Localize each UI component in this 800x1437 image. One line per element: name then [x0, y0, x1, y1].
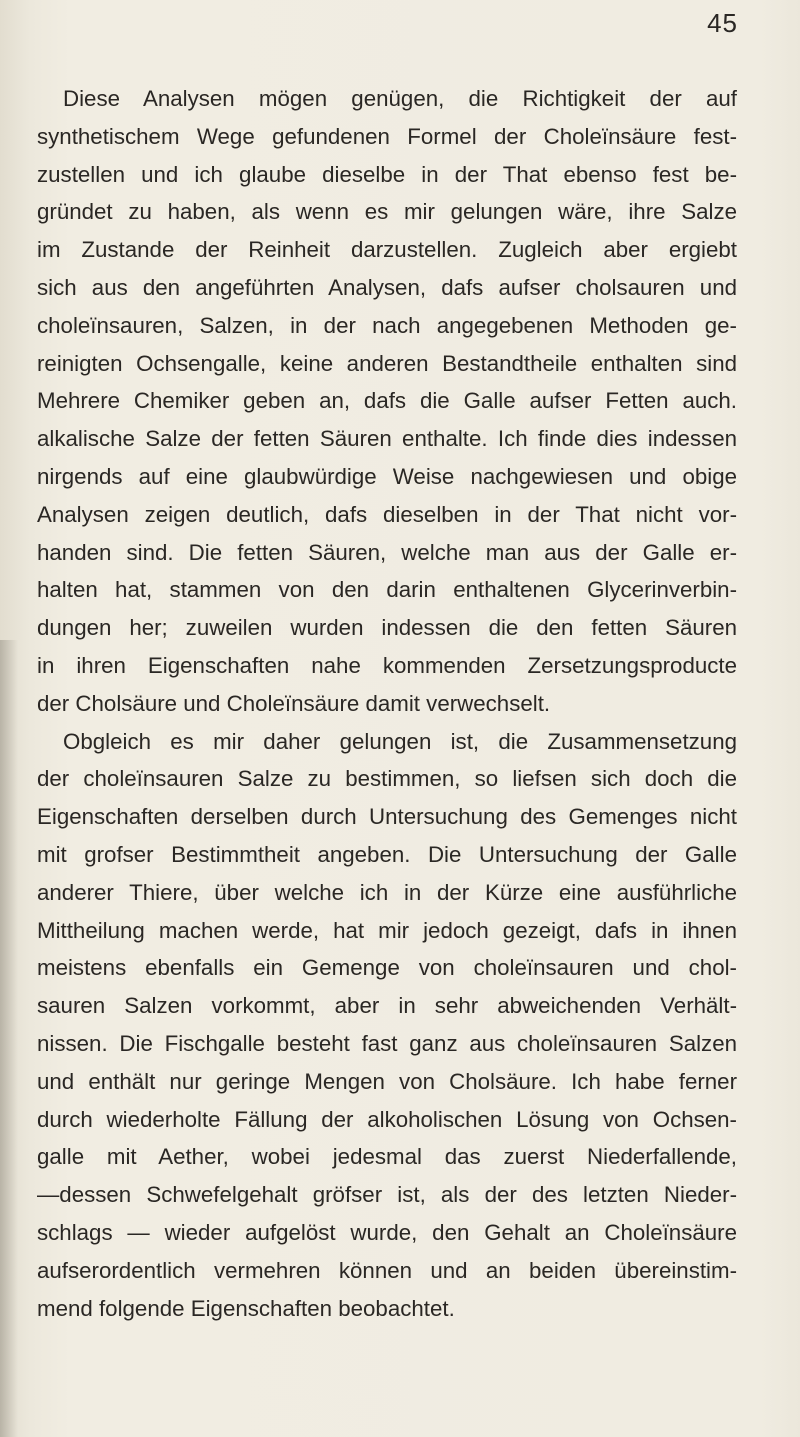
text-line: sich aus den angeführten Analysen, dafs aufser cholsauren und	[37, 274, 737, 300]
text-line: Diese Analysen mögen genügen, die Richtigkeit der auf	[63, 86, 737, 111]
text-line: nissen. Die Fischgalle besteht fast ganz aus choleïnsauren Salzen	[37, 1030, 737, 1056]
page-number: 45	[707, 8, 738, 38]
text-line: gründet zu haben, als wenn es mir gelungen wäre, ihre Salze	[37, 199, 737, 225]
text-line: Mehrere Chemiker geben an, dafs die Galle aufser Fetten auch.	[37, 388, 737, 414]
text-line: mit grofser Bestimmtheit angeben. Die Untersuchung der Galle	[37, 841, 737, 867]
text-line: und enthält nur geringe Mengen von Cholsäure. Ich habe ferner	[37, 1068, 737, 1094]
text-line: dungen her; zuweilen wurden indessen die den fetten Säuren	[37, 615, 737, 641]
text-line: anderer Thiere, über welche ich in der Kürze eine ausführliche	[37, 879, 737, 905]
text-line: im Zustande der Reinheit darzustellen. Zugleich aber ergiebt	[37, 237, 737, 263]
text-line: Eigenschaften derselben durch Untersuchung des Gemenges nicht	[37, 804, 737, 830]
text-line: schlags — wieder aufgelöst wurde, den Gehalt an Choleïnsäure	[37, 1219, 737, 1245]
text-line: handen sind. Die fetten Säuren, welche man aus der Galle er-	[37, 539, 737, 565]
text-line: —dessen Schwefelgehalt gröfser ist, als der des letzten Nieder-	[37, 1182, 737, 1208]
text-line: alkalische Salze der fetten Säuren enthalte. Ich finde dies indessen	[37, 426, 737, 452]
text-line: reinigten Ochsengalle, keine anderen Bestandtheile enthalten sind	[37, 350, 737, 376]
text-line: Analysen zeigen deutlich, dafs dieselben in der That nicht vor-	[37, 501, 737, 527]
text-line: sauren Salzen vorkommt, aber in sehr abweichenden Verhält-	[37, 993, 737, 1019]
text-line: durch wiederholte Fällung der alkoholischen Lösung von Ochsen-	[37, 1106, 737, 1132]
text-line: meistens ebenfalls ein Gemenge von choleïnsauren und chol-	[37, 955, 737, 981]
text-line: aufserordentlich vermehren können und an beiden übereinstim-	[37, 1257, 737, 1283]
text-line: synthetischem Wege gefundenen Formel der Choleïnsäure fest-	[37, 123, 737, 149]
binding-shadow	[0, 640, 18, 1437]
paragraph-2	[37, 723, 737, 1328]
text-line: zustellen und ich glaube dieselbe in der That ebenso fest be-	[37, 161, 737, 187]
text-line: Mittheilung machen werde, hat mir jedoch gezeigt, dafs in ihnen	[37, 917, 737, 943]
text-line: der choleïnsauren Salze zu bestimmen, so liefsen sich doch die	[37, 766, 737, 792]
text-line: in ihren Eigenschaften nahe kommenden Zersetzungsproducte	[37, 652, 737, 678]
text-line: choleïnsauren, Salzen, in der nach angegebenen Methoden ge-	[37, 312, 737, 338]
paragraph-1	[37, 80, 737, 723]
text-line: mend folgende Eigenschaften beobachtet.	[37, 1295, 455, 1321]
body-text	[37, 80, 737, 1327]
text-line: galle mit Aether, wobei jedesmal das zuerst Niederfallende,	[37, 1144, 737, 1170]
text-line: der Cholsäure und Choleïnsäure damit verwechselt.	[37, 690, 551, 716]
text-line: nirgends auf eine glaubwürdige Weise nachgewiesen und obige	[37, 463, 737, 489]
text-line: Obgleich es mir daher gelungen ist, die Zusammensetzung	[63, 728, 737, 754]
text-line: halten hat, stammen von den darin enthaltenen Glycerinverbin-	[37, 577, 737, 603]
